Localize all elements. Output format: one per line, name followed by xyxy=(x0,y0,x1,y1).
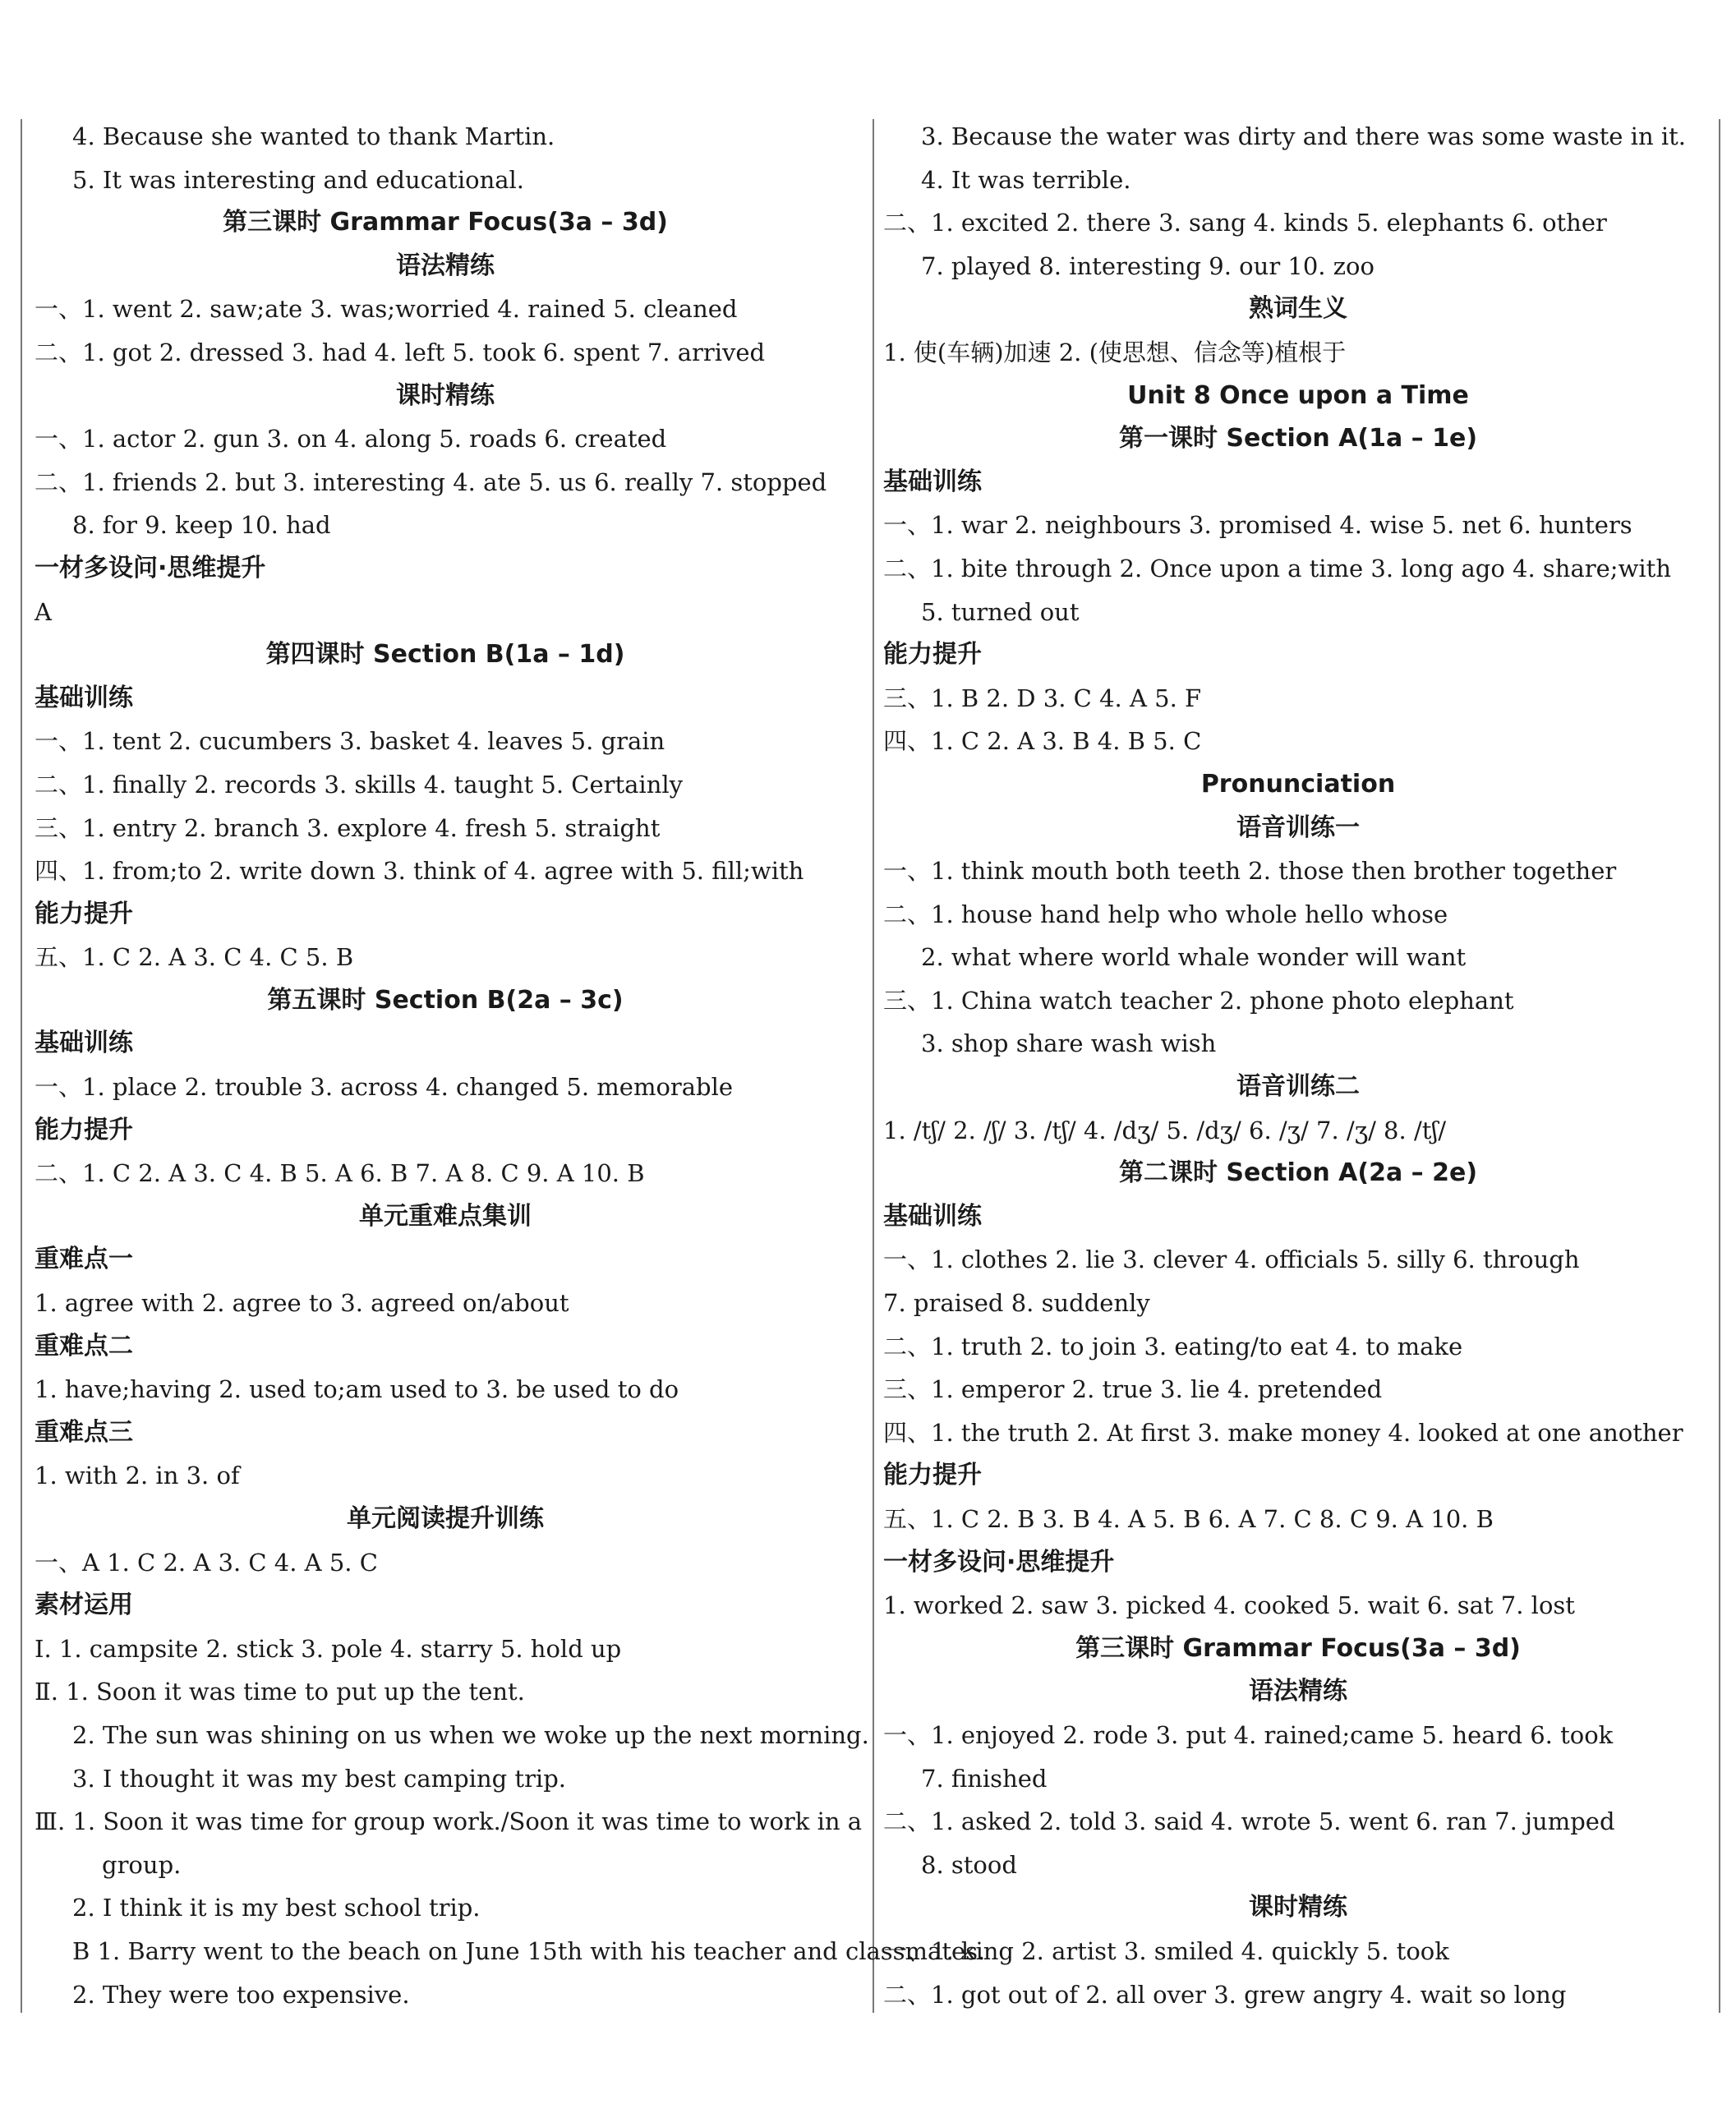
answer-line: 3. Because the water was dirty and there was some waste in it. xyxy=(921,122,1686,150)
section-title: 课时精练 xyxy=(1249,1893,1347,1922)
answer-line: 三、1. entry 2. branch 3. explore 4. fresh 5. straight xyxy=(35,813,661,842)
subsection-heading: 一材多设问·思维提升 xyxy=(35,553,266,582)
section-title: 第三课时 Grammar Focus(3a – 3d) xyxy=(1075,1633,1521,1663)
section-title: 第一课时 Section A(1a – 1e) xyxy=(1118,424,1478,453)
section-title: Pronunciation xyxy=(1200,769,1396,799)
answer-line: 三、1. emperor 2. true 3. lie 4. pretended xyxy=(883,1375,1383,1404)
answer-line: Ⅲ. 1. Soon it was time for group work./Soon it was time to work in a xyxy=(35,1807,863,1836)
answer-line: 三、1. B 2. D 3. C 4. A 5. F xyxy=(883,684,1202,712)
answer-line: 一、1. enjoyed 2. rode 3. put 4. rained;came 5. heard 6. took xyxy=(883,1720,1614,1749)
answer-line: 5. turned out xyxy=(921,597,1080,626)
left-margin-rule xyxy=(21,119,22,2013)
answer-line: 4. It was terrible. xyxy=(921,165,1131,194)
answer-line: group. xyxy=(102,1850,182,1879)
answer-line: 一、1. went 2. saw;ate 3. was;worried 4. rained 5. cleaned xyxy=(35,295,738,324)
answer-line: 一、A 1. C 2. A 3. C 4. A 5. C xyxy=(35,1548,378,1577)
subsection-heading: 基础训练 xyxy=(35,683,133,712)
answer-line: 四、1. from;to 2. write down 3. think of 4. agree with 5. fill;with xyxy=(35,857,804,886)
subsection-heading: 一材多设问·思维提升 xyxy=(883,1547,1115,1577)
answer-line: 7. played 8. interesting 9. our 10. zoo xyxy=(921,251,1375,280)
answer-line: 二、1. friends 2. but 3. interesting 4. ate 5. us 6. really 7. stopped xyxy=(35,467,827,496)
subsection-heading: 重难点二 xyxy=(35,1331,133,1360)
answer-line: 五、1. C 2. A 3. C 4. C 5. B xyxy=(35,943,354,972)
answer-line: 一、1. think mouth both teeth 2. those then brother together xyxy=(883,857,1617,886)
subsection-heading: 基础训练 xyxy=(35,1029,133,1058)
answer-line: 1. have;having 2. used to;am used to 3. be used to do xyxy=(35,1375,679,1404)
answer-line: 2. what where world whale wonder will want xyxy=(921,943,1467,972)
answer-line: 一、1. place 2. trouble 3. across 4. changed 5. memorable xyxy=(35,1073,734,1102)
section-title: 单元重难点集训 xyxy=(359,1201,532,1231)
answer-line: 一、1. war 2. neighbours 3. promised 4. wise 5. net 6. hunters xyxy=(883,511,1632,540)
subsection-heading: 能力提升 xyxy=(35,899,133,928)
answer-line: 五、1. C 2. B 3. B 4. A 5. B 6. A 7. C 8. C 9. A 10. B xyxy=(883,1505,1494,1533)
subsection-heading: 基础训练 xyxy=(883,467,982,496)
section-title: 语音训练一 xyxy=(1236,813,1360,842)
answer-line: 一、1. king 2. artist 3. smiled 4. quickly 5. took xyxy=(883,1936,1449,1965)
section-title: 第五课时 Section B(2a – 3c) xyxy=(267,985,624,1015)
subsection-heading: 重难点一 xyxy=(35,1245,133,1274)
answer-line: 8. stood xyxy=(921,1850,1017,1879)
answer-line: 1. worked 2. saw 3. picked 4. cooked 5. wait 6. sat 7. lost xyxy=(883,1591,1575,1620)
answer-line: 二、1. C 2. A 3. C 4. B 5. A 6. B 7. A 8. C 9. A 10. B xyxy=(35,1159,645,1188)
section-title: 熟词生义 xyxy=(1249,294,1347,324)
section-title: 第二课时 Section A(2a – 2e) xyxy=(1118,1158,1478,1188)
subsection-heading: 素材运用 xyxy=(35,1591,133,1620)
section-title: 第四课时 Section B(1a – 1d) xyxy=(265,640,625,670)
answer-line: 二、1. got 2. dressed 3. had 4. left 5. took 6. spent 7. arrived xyxy=(35,338,766,366)
answer-line: 三、1. China watch teacher 2. phone photo elephant xyxy=(883,986,1514,1015)
section-title: 单元阅读提升训练 xyxy=(347,1504,544,1533)
answer-line: 二、1. asked 2. told 3. said 4. wrote 5. went 6. ran 7. jumped xyxy=(883,1807,1615,1836)
answer-line: 二、1. finally 2. records 3. skills 4. taught 5. Certainly xyxy=(35,770,684,799)
answer-line: 二、1. excited 2. there 3. sang 4. kinds 5. elephants 6. other xyxy=(883,209,1607,237)
answer-line: 8. for 9. keep 10. had xyxy=(72,511,331,540)
answer-line: 二、1. house hand help who whole hello whose xyxy=(883,900,1448,928)
subsection-heading: 能力提升 xyxy=(883,1461,982,1490)
section-title: 语法精练 xyxy=(1249,1677,1347,1706)
section-title: 语法精练 xyxy=(396,251,495,280)
answer-line: 一、1. tent 2. cucumbers 3. basket 4. leaves 5. grain xyxy=(35,727,665,756)
answer-line: 二、1. truth 2. to join 3. eating/to eat 4. to make xyxy=(883,1332,1463,1360)
answer-line: A xyxy=(35,597,52,626)
answer-line: 3. I thought it was my best camping trip. xyxy=(72,1764,566,1793)
section-title: Unit 8 Once upon a Time xyxy=(1127,380,1469,410)
answer-line: 4. Because she wanted to thank Martin. xyxy=(72,122,555,150)
column-divider xyxy=(873,119,874,2013)
answer-line: 一、1. actor 2. gun 3. on 4. along 5. roads 6. created xyxy=(35,425,667,453)
answer-line: 7. praised 8. suddenly xyxy=(883,1289,1150,1318)
subsection-heading: 基础训练 xyxy=(883,1201,982,1231)
section-title: 第三课时 Grammar Focus(3a – 3d) xyxy=(223,208,668,237)
answer-line: 2. The sun was shining on us when we woke up the next morning. xyxy=(72,1720,869,1749)
answer-line: 一、1. clothes 2. lie 3. clever 4. officials 5. silly 6. through xyxy=(883,1245,1580,1274)
section-title: 语音训练二 xyxy=(1236,1072,1360,1102)
answer-line: 二、1. got out of 2. all over 3. grew angry 4. wait so long xyxy=(883,1980,1567,2009)
answer-line: Ⅰ. 1. campsite 2. stick 3. pole 4. starry 5. hold up xyxy=(35,1634,622,1663)
answer-line: 2. I think it is my best school trip. xyxy=(72,1894,481,1922)
section-title: 课时精练 xyxy=(396,380,495,410)
answer-line: 7. finished xyxy=(921,1764,1048,1793)
answer-line: 1. agree with 2. agree to 3. agreed on/about xyxy=(35,1289,569,1318)
right-column xyxy=(883,115,1713,2016)
answer-line: Ⅱ. 1. Soon it was time to put up the tent. xyxy=(35,1678,525,1706)
answer-line: 二、1. bite through 2. Once upon a time 3. long ago 4. share;with xyxy=(883,554,1671,582)
answer-line: 四、1. C 2. A 3. B 4. B 5. C xyxy=(883,727,1202,756)
answer-line: 2. They were too expensive. xyxy=(72,1980,410,2009)
answer-line: 四、1. the truth 2. At first 3. make money 4. looked at one another xyxy=(883,1418,1683,1447)
answer-line: B 1. Barry went to the beach on June 15th with his teacher and classmates. xyxy=(72,1936,986,1965)
answer-line: 3. shop share wash wish xyxy=(921,1029,1217,1058)
right-margin-rule xyxy=(1719,119,1720,2013)
subsection-heading: 重难点三 xyxy=(35,1417,133,1447)
answer-line: 1. /tʃ/ 2. /ʃ/ 3. /tʃ/ 4. /dʒ/ 5. /dʒ/ 6. /ʒ/ 7. /ʒ/ 8. /tʃ/ xyxy=(883,1116,1447,1144)
answer-line: 5. It was interesting and educational. xyxy=(72,165,525,194)
answer-line: 1. 使(车辆)加速 2. (使思想、信念等)植根于 xyxy=(883,338,1347,366)
subsection-heading: 能力提升 xyxy=(883,640,982,670)
answer-line: 1. with 2. in 3. of xyxy=(35,1462,240,1490)
subsection-heading: 能力提升 xyxy=(35,1115,133,1144)
